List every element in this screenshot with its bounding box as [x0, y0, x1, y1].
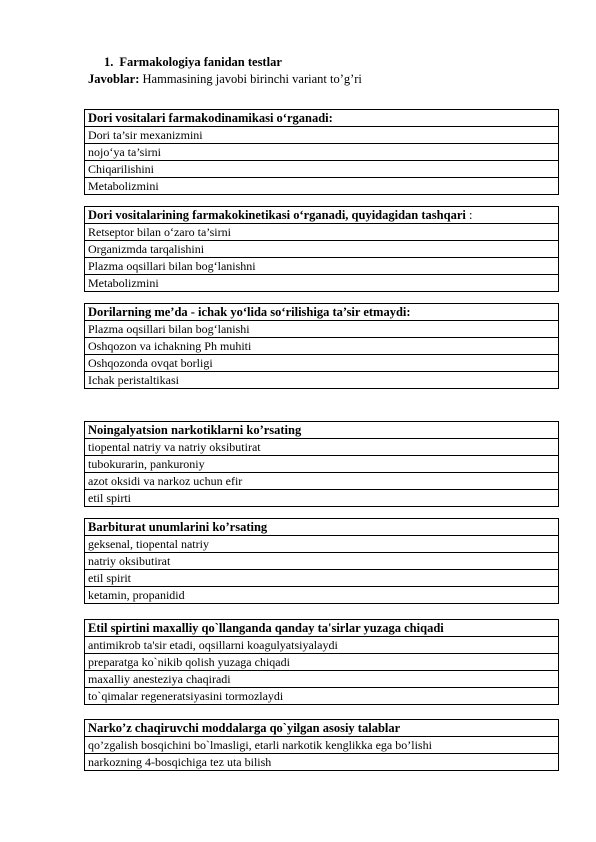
answer-option: preparatga ko`nikib qolish yuzaga chiqadi [85, 653, 558, 670]
section-heading [104, 55, 282, 70]
answer-option: etil spirti [85, 489, 558, 506]
question-text: Noingalyatsion narkotiklarni ko’rsating [88, 423, 302, 437]
answer-option: tubokurarin, pankuroniy [85, 455, 558, 472]
answer-option: Oshqozonda ovqat borligi [85, 354, 558, 371]
answers-note-label: Javoblar: [88, 72, 140, 86]
answers-note-text: Hammasining javobi birinchi variant to’g’ri [142, 72, 362, 86]
answer-option: natriy oksibutirat [85, 552, 558, 569]
question-text: Barbiturat unumlarini ko’rsating [88, 520, 268, 534]
answer-option: geksenal, tiopental natriy [85, 535, 558, 552]
answer-option: to`qimalar regeneratsiyasini tormozlaydi [85, 687, 558, 704]
answer-option: Retseptor bilan o‘zaro ta’sirni [85, 223, 558, 240]
question-text: Dorilarning me’da - ichak yo‘lida so‘rilishiga ta’sir etmaydi: [88, 305, 411, 319]
answer-option: Plazma oqsillari bilan bog‘lanishni [85, 257, 558, 274]
question-table-2 [84, 206, 559, 292]
question-table-7 [84, 719, 559, 771]
section-title: Farmakologiya fanidan testlar [119, 55, 282, 69]
question-table-5 [84, 518, 559, 604]
answers-note [88, 72, 362, 87]
question-text: Narko’z chaqiruvchi moddalarga qo`yilgan asosiy talablar [88, 721, 401, 735]
answer-option: nojo‘ya ta’sirni [85, 143, 558, 160]
answer-option: Metabolizmini [85, 177, 558, 194]
question-table-1 [84, 109, 559, 195]
answer-option: tiopental natriy va natriy oksibutirat [85, 438, 558, 455]
answer-option: Dori ta’sir mexanizmini [85, 126, 558, 143]
answer-option: Metabolizmini [85, 274, 558, 291]
question-text: Dori vositalarining farmakokinetikasi o‘rganadi, quyidagidan tashqari : [88, 208, 473, 222]
answer-option: etil spirit [85, 569, 558, 586]
question-text: Etil spirtini maxalliy qo`llanganda qanday ta'sirlar yuzaga chiqadi [88, 621, 444, 635]
answer-option: Chiqarilishini [85, 160, 558, 177]
question-table-6 [84, 619, 559, 705]
question-table-3 [84, 303, 559, 389]
answer-option: azot oksidi va narkoz uchun efir [85, 472, 558, 489]
section-number: 1. [104, 55, 114, 69]
answer-option: qo’zgalish bosqichini bo`lmasligi, etarli narkotik kenglikka ega bo’lishi [85, 736, 558, 753]
question-table-4 [84, 421, 559, 507]
answer-option: narkozning 4-bosqichiga tez uta bilish [85, 753, 558, 770]
answer-option: maxalliy anesteziya chaqiradi [85, 670, 558, 687]
answer-option: Plazma oqsillari bilan bog‘lanishi [85, 320, 558, 337]
answer-option: Ichak peristaltikasi [85, 371, 558, 388]
answer-option: antimikrob ta'sir etadi, oqsillarni koagulyatsiyalaydi [85, 636, 558, 653]
answer-option: Organizmda tarqalishini [85, 240, 558, 257]
question-text: Dori vositalari farmakodinamikasi o‘rganadi: [88, 111, 333, 125]
answer-option: Oshqozon va ichakning Ph muhiti [85, 337, 558, 354]
answer-option: ketamin, propanidid [85, 586, 558, 603]
